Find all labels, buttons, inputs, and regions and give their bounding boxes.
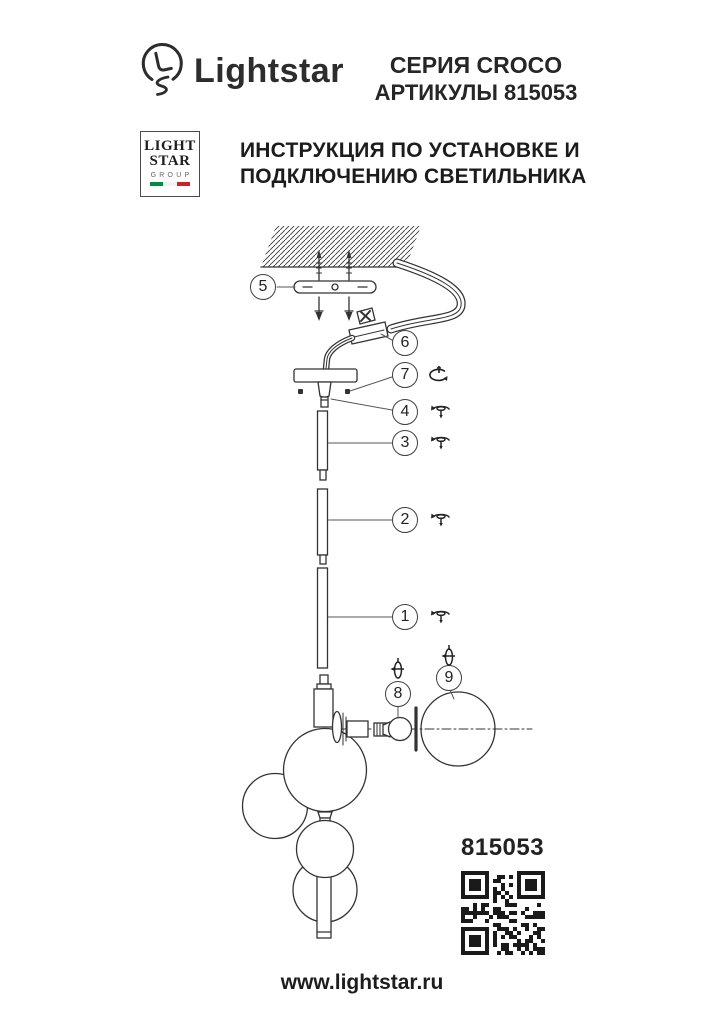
article-number: 815053 xyxy=(461,834,545,861)
rotate-clockwise-icon xyxy=(428,364,450,391)
website-url: www.lightstar.ru xyxy=(280,971,444,994)
callout-8: 8 xyxy=(385,681,411,707)
callout-4: 4 xyxy=(392,399,418,425)
screw-turn-icon xyxy=(430,510,452,533)
group-logo-line2: STAR xyxy=(149,153,191,169)
ceiling-canopy xyxy=(294,369,357,407)
group-logo-line1: LIGHT xyxy=(144,138,196,154)
article-block xyxy=(461,834,545,960)
screw-turn-icon xyxy=(430,402,452,425)
light-bulb xyxy=(383,718,412,741)
series-title: СЕРИЯ CROCO xyxy=(389,52,563,78)
power-cable xyxy=(391,263,461,329)
rod-section-3 xyxy=(318,411,328,480)
rod-section-2 xyxy=(318,489,328,564)
rod-section-1 xyxy=(318,568,328,668)
screw-turn-icon xyxy=(430,607,452,630)
callout-9: 9 xyxy=(436,665,462,691)
article-title: АРТИКУЛЫ 815053 xyxy=(374,80,578,105)
callout-2: 2 xyxy=(392,507,418,533)
instruction-title-line2: ПОДКЛЮЧЕНИЮ СВЕТИЛЬНИКА xyxy=(240,165,587,188)
instruction-title-line1: ИНСТРУКЦИЯ ПО УСТАНОВКЕ И xyxy=(240,139,580,162)
brand-name: Lightstar xyxy=(194,51,344,90)
canopy-wire xyxy=(326,338,352,369)
callout-5: 5 xyxy=(250,274,276,300)
callout-1: 1 xyxy=(392,604,418,630)
screw-turn-icon xyxy=(430,433,452,456)
callout-6: 6 xyxy=(392,330,418,356)
callout-7: 7 xyxy=(392,362,418,388)
mounting-bracket xyxy=(294,281,376,293)
leader-lines xyxy=(277,287,454,717)
callout-3: 3 xyxy=(392,430,418,456)
sphere-cluster xyxy=(243,729,367,939)
mounting-screws-bottom xyxy=(315,297,353,321)
group-logo-line3: GROUP xyxy=(150,172,193,179)
rotate-axis-icon xyxy=(388,657,406,686)
lamp-body-top xyxy=(314,675,333,727)
qr-code xyxy=(461,871,545,960)
rotate-axis-icon xyxy=(439,644,457,673)
